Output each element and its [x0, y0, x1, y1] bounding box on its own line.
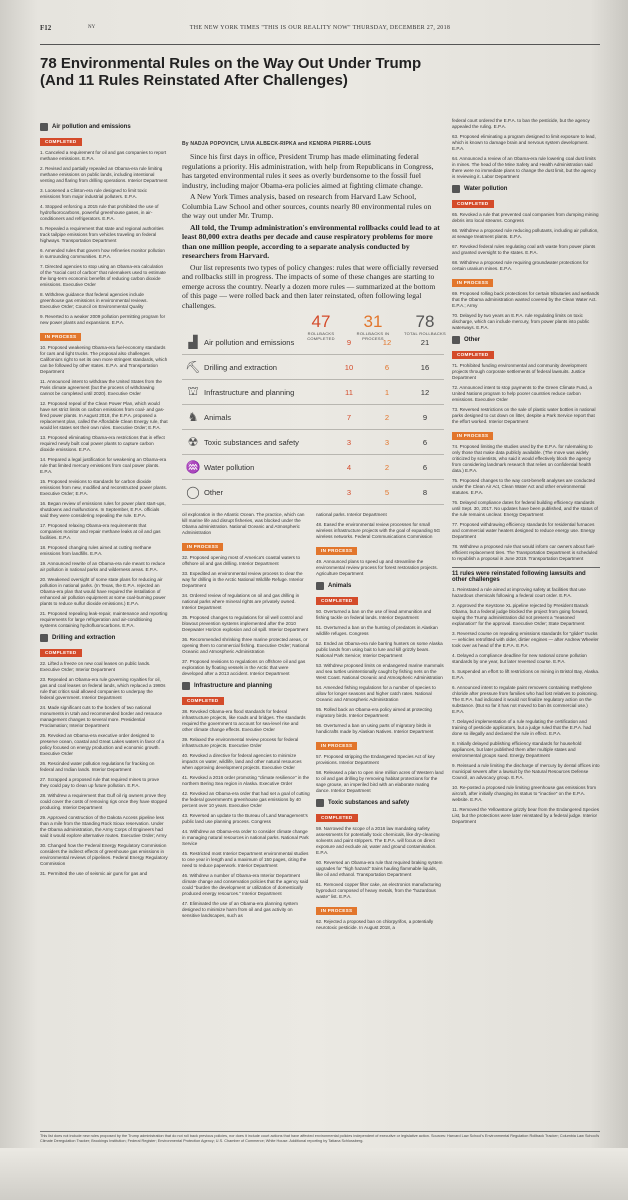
rule-item: 4. Stopped enforcing a 2015 rule that prohibited the use of hydrofluorocarbons, powerful greenhouse gases, in air-conditioners and refrigerators. E.P.A. [40, 204, 159, 221]
rule-item: 68. Withdrew a proposed rule requiring groundwater protections for certain uranium mines. E.P.A. [452, 260, 589, 271]
hazard-icon [316, 799, 324, 807]
intro-paragraph: Our list represents two types of policy changes: rules that were officially reversed and rollbacks still in progress. The impacts of some of these changes are starting to emerge across the country. Nearly a dozen more rules — summarized at the bottom of this page — were rolled back and then later reinstated, often following legal challenges. [182, 262, 439, 310]
section-air-pollution: Air pollution and emissions [40, 123, 168, 131]
page-number: F12 [40, 24, 52, 32]
rule-item: 38. Revoked Obama-era flood standards for federal infrastructure projects, like roads and bridges. The standards required the government to account for sea-level rise and other climate change effects. Executive Order [182, 709, 306, 732]
rule-item: 1. Canceled a requirement for oil and gas companies to report methane emissions. E.P.A. [40, 150, 167, 161]
rule-item: 50. Overturned a ban on the use of lead ammunition and fishing tackle on federal lands. Interior Department [316, 609, 432, 620]
water-icon: ♒ [185, 459, 201, 474]
rule-list [316, 754, 444, 794]
rule-item: national parks. Interior Department [316, 512, 387, 517]
rule-list [452, 363, 600, 425]
section-animals: Animals [316, 582, 444, 590]
rule-item: 15. Proposed revisions to standards for carbon dioxide emissions from new, modified and reconstructed power plants. Executive Order; E.P.A. [40, 479, 167, 496]
column-1 [40, 118, 168, 881]
rule-item: 23. Repealed an Obama-era rule governing royalties for oil, gas and coal leases on federal lands, which replaced a 1980s rule that critics said allowed companies to underpay the federal government. Interior Department [40, 677, 166, 700]
hazard-icon: ☢ [187, 434, 199, 449]
rule-item: 11. Announced intent to withdraw the United States from the Paris climate agreement (but the process of withdrawing cannot be completed until 2020). Executive Order [40, 379, 162, 396]
rule-item: 73. Reversed restrictions on the sale of plastic water bottles in national parks designed to cut down on litter, despite a Park Service report that the effort worked. Interior Department [452, 407, 596, 424]
rule-item: 37. Proposed revisions to regulations on offshore oil and gas exploration by floating vessels in the Arctic that were developed after a 2013 accident. Interior Department [182, 659, 306, 676]
rule-item: 19. Announced rewrite of an Obama-era rule meant to reduce air pollution in national parks and wilderness areas. E.P.A. [40, 561, 166, 572]
rule-item: 54. Amended fishing regulations for a number of species to allow for longer seasons and higher catch rates. National Oceanic and Atmospheric Administration [316, 685, 436, 702]
completed-badge: COMPLETED [452, 351, 494, 359]
completed-badge: COMPLETED [182, 697, 224, 705]
reinstated-title: 11 rules were reinstated following lawsuits and other challenges [452, 567, 600, 583]
rule-item: 71. Prohibited funding environmental and community development projects through corporate settlements of federal lawsuits. Justice Department [452, 363, 587, 380]
completed-badge: COMPLETED [40, 649, 82, 657]
rule-item: 18. Proposed changing rules aimed at cutting methane emissions from landfills. E.P.A. [40, 545, 152, 556]
rule-item: 36. Recommended shrinking three marine protected areas, or opening them to commercial fishing. Executive Order; National Oceanic and Atmospheric Administration [182, 637, 310, 654]
rule-list [40, 150, 168, 326]
rule-item: 30. Changed how the Federal Energy Regulatory Commission considers the indirect effects of greenhouse gas emissions in environmental reviews of pipelines. Federal Energy Regulatory Commission [40, 843, 168, 866]
edition-label: NY [88, 25, 96, 30]
rule-item: 41. Revoked a 2016 order promoting "climate resilience" in the northern Bering Sea region in Alaska. Executive Order [182, 775, 310, 786]
rule-item: 63. Proposed eliminating a program designed to limit exposure to lead, which is known to damage brain and nervous system development. E.P.A. [452, 134, 596, 151]
tally-total: 78 TOTAL ROLLBACKS [404, 312, 446, 336]
rule-item: 48. Eased the environmental review processes for small wireless infrastructure projects with the goal of expanding 5G wireless networks. Federal Communications Commission [316, 522, 441, 539]
rule-item: 76. Delayed compliance dates for federal building efficiency standards until Sept. 30, 2017. No updates have been published, and the status of the rule remains unclear. Energy Department [452, 500, 598, 517]
rule-item: 46. Withdrew a number of Obama-era Interior Department climate change and conservation policies that the agency said could "burden the development or utilization of domestically produced energy resources." Interior Department [182, 873, 309, 896]
section-drilling: Drilling and extraction [40, 634, 168, 642]
rule-item: 49. Announced plans to speed up and streamline the environmental review process for forest restoration projects. Agriculture Department [316, 559, 438, 576]
rule-list [452, 118, 600, 180]
footnote-sources: This list does not include new rules proposed by the Trump administration that do not roll back previous policies, nor does it include court actions that have affected environmental policies independent of executive or legislative action. Sources: Harvard Law School's Environmental Regulation Rollback Tracker; Columbia Law School's Climate Deregulation Tracker; Brookings Institution; Federal Register; Environmental Protection Agency; U.S. Chamber of Commerce; White House. Additional reporting by Tatiana Schlossberg. [40, 1131, 600, 1144]
tally-completed: 47 ROLLBACKS COMPLETED [307, 312, 335, 341]
rule-item: 24. Made significant cuts to the borders of two national monuments in Utah and recommended border and resource management changes to several more. Presidential Proclamation; Interior Department [40, 705, 163, 728]
rule-list [316, 826, 444, 900]
rule-item: 42. Revoked an Obama-era order that had set a goal of cutting the federal government's greenhouse gas emissions by 40 percent over 10 years. Executive Order [182, 791, 310, 808]
drill-icon [40, 634, 48, 642]
rule-item: 5. Suspended an effort to lift restrictions on mining in Bristol Bay, Alaska. E.P.A. [452, 669, 600, 680]
bridge-icon [182, 682, 190, 690]
other-icon: ◯ [186, 484, 200, 499]
rule-list [182, 555, 310, 677]
rule-item: 59. Narrowed the scope of a 2016 law mandating safety assessments for potentially toxic chemicals, like dry-cleaning solvents and paint strippers. The E.P.A. will focus on direct exposure and exclude air, water and ground contamination. E.P.A. [316, 826, 440, 855]
rule-item: 75. Proposed changes to the way cost-benefit analyses are conducted under the Clean Air Act, Clean Water Act and other environmental statutes. E.P.A. [452, 478, 596, 495]
column-3 [316, 512, 444, 935]
rule-item: 3. Reversed course on repealing emissions standards for "glider" trucks — vehicles retrofitted with older, dirtier engines — after Andrew Wheeler took over as head of the E.P.A. E.P.A. [452, 631, 599, 648]
rule-item: 57. Proposed stripping the Endangered Species Act of key provisions. Interior Department [316, 754, 435, 765]
section-toxic: Toxic substances and safety [316, 799, 444, 807]
category-row: ♞ Animals 7 2 9 [182, 405, 444, 430]
in-process-badge: IN PROCESS [40, 333, 81, 341]
bear-icon: ♞ [187, 409, 199, 424]
rule-list [316, 919, 444, 931]
rule-item: 66. Withdrew a proposed rule reducing pollutants, including air pollution, at sewage treatment plants. E.P.A. [452, 228, 599, 239]
rule-item: 31. Permitted the use of seismic air guns for gas and [40, 871, 148, 876]
rule-item: 74. Proposed limiting the studies used by the E.P.A. for rulemaking to only those that make data publicly available. (The move was widely criticized by scientists, who said it would effectively block the agency from considering landmark research that relies on confidential health data.) E.P.A. [452, 444, 593, 473]
rule-item: 28. Withdrew a requirement that Gulf oil rig owners prove they could cover the costs of removing rigs once they have stopped producing. Interior Department [40, 793, 168, 810]
headline-line2: (And 11 Rules Reinstated After Challenges) [40, 72, 348, 89]
rule-item: oil exploration in the Atlantic Ocean. The practice, which can kill marine life and disrupt fisheries, was blocked under the Obama administration. National Oceanic and Atmospheric Administration [182, 512, 305, 535]
headline [40, 55, 520, 89]
rule-item: 2. Revised and partially repealed an Obama-era rule limiting methane emissions on public lands, including intentional venting and flaring from drilling operations. Interior Department [40, 166, 168, 183]
other-icon [452, 336, 460, 344]
rule-item: 51. Overturned a ban on the hunting of predators in Alaskan wildlife refuges. Congress [316, 625, 438, 636]
rule-item: 62. Rejected a proposed ban on chlorpyrifos, a potentially neurotoxic pesticide. In August 2018, a [316, 919, 434, 930]
rule-list [316, 609, 444, 735]
masthead-title: THE NEW YORK TIMES "THIS IS OUR REALITY NOW" THURSDAY, DECEMBER 27, 2018 [189, 25, 451, 31]
rule-item: 3. Loosened a Clinton-era rule designed to limit toxic emissions from major industrial polluters. E.P.A. [40, 188, 147, 199]
rule-item: 33. Expedited an environmental review process to clear the way for drilling in the Arctic National Wildlife Refuge. Interior Department [182, 571, 304, 588]
rule-item: 34. Ordered review of regulations on oil and gas drilling in national parks where mineral rights are privately owned. Interior Department [182, 593, 300, 610]
rule-list [452, 291, 600, 331]
rule-item: 60. Reversed an Obama-era rule that required braking system upgrades for "high hazard" trains hauling flammable liquids, like oil and ethanol. Transportation Department [316, 860, 443, 877]
rule-item: 52. Ended an Obama-era rule barring hunters on some Alaska public lands from using bait to lure and kill grizzly bears. National Park Service; Interior Department [316, 641, 443, 658]
rule-item: 40. Revoked a directive for federal agencies to minimize impacts on water, wildlife, land and other natural resources when approving development projects. Executive Order [182, 753, 302, 770]
rule-item: 35. Proposed changes to regulations for oil well control and blowout prevention systems implemented after the 2010 Deepwater Horizon explosion and oil spill. Interior Department [182, 615, 309, 632]
rule-item: 7. Delayed implementation of a rule regulating the certification and training of pesticide applicators, but a judge ruled that the E.P.A. had done so illegally and declared the rule in effect. E.P.A. [452, 719, 592, 736]
rule-item: 6. Announced intent to regulate paint removers containing methylene chloride after pressure from families who had lost relatives to poisoning. The E.P.A. had indicated it would not finalize regulatory action on the substance. (But so far it has not moved to ban its commercial use.) E.P.A. [452, 685, 598, 714]
rule-item: 5. Repealed a requirement that state and regional authorities track tailpipe emissions from vehicles traveling on federal highways. Transportation Department [40, 226, 164, 243]
intro-paragraph: All told, the Trump administration's environmental rollbacks could lead to at least 80,000 extra deaths per decade and cause respiratory problems for more than one million people, according to a separate analysis conducted by researchers from Harvard. [182, 222, 440, 260]
rule-item: 11. Removed the Yellowstone grizzly bear from the Endangered Species List, but the protections were later reinstated by a federal judge. Interior Department [452, 807, 600, 824]
rule-item: 29. Approved construction of the Dakota Access pipeline less than a mile from the Standing Rock Sioux reservation. Under the Obama administration, the Army Corps of Engineers had said it would explore alternative routes. Executive Order; Army [40, 815, 167, 838]
bridge-icon: ⛫ [187, 384, 199, 398]
rule-item: federal court ordered the E.P.A. to ban the pesticide, but the agency appealed the ruling. E.P.A. [452, 118, 590, 129]
rule-item: 2. Approved the Keystone XL pipeline rejected by President Barack Obama, but a federal judge blocked the project from going forward, saying the Trump administration did not present a "reasoned explanation" for the approval. Executive Order; State Department [452, 603, 589, 626]
rule-item: 8. Withdrew guidance that federal agencies include greenhouse gas emissions in environmental reviews. Executive Order; Council on Environmental Quality [40, 292, 148, 309]
rule-item: 58. Released a plan to open nine million acres of Western land to oil and gas drilling by removing habitat protections for the sage grouse, an imperiled bird with an elaborate mating dance. Interior Department [316, 770, 444, 793]
rule-item: 16. Began review of emissions rules for power plant start-ups, shutdowns and malfunctions. In September, E.P.A. officials said they were considering repealing the rule. E.P.A. [40, 501, 166, 518]
rule-item: 27. Scrapped a proposed rule that required mines to prove they could pay to clean up future pollution. E.P.A. [40, 777, 160, 788]
rule-list [316, 512, 444, 540]
in-process-badge: IN PROCESS [452, 432, 493, 440]
rule-item: 56. Overturned a ban on using parts of migratory birds in handicrafts made by Alaskan Natives. Interior Department [316, 723, 434, 734]
rule-item: 12. Proposed repeal of the Clean Power Plan, which would have set strict limits on carbon emissions from coal- and gas-fired power plants. In August 2018, the E.P.A. proposed a replacement plan, called the Affordable Clean Energy rule, that would let states set their own rules. Executive Order; E.P.A. [40, 401, 168, 430]
tally-in-process: 31 ROLLBACKS IN PROCESS [356, 312, 390, 341]
rule-item: 47. Eliminated the use of an Obama-era planning system designed to minimize harm from oil and gas activity on sensitive landscapes, such as [182, 901, 298, 918]
rule-item: 25. Revoked an Obama-era executive order designed to preserve ocean, coastal and Great Lakes waters in favor of a policy focused on energy production and economic growth. Executive Order [40, 733, 165, 756]
rule-item: 69. Proposed rolling back protections for certain tributaries and wetlands that the Obama administration wanted covered by the Clean Water Act. E.P.A.; Army [452, 291, 600, 308]
factory-icon [40, 123, 48, 131]
category-row: ◯ Other 3 5 8 [182, 480, 444, 505]
rule-list [40, 661, 168, 877]
rule-item: 7. Directed agencies to stop using an Obama-era calculation of the "social cost of carbon" that rulemakers used to estimate the long-term economic benefits of reducing carbon dioxide emissions. Executive Order [40, 264, 166, 287]
rule-item: 21. Proposed repealing leak-repair, maintenance and reporting requirements for large refrigeration and air-conditioning systems containing hydrofluorocarbons. E.P.A. [40, 611, 168, 628]
section-water: Water pollution [452, 185, 600, 193]
rule-item: 45. Restricted most Interior Department environmental studies to one year in length and a maximum of 150 pages, citing the need to reduce paperwork. Interior Department [182, 851, 309, 868]
drill-icon: ⛏ [185, 359, 201, 374]
completed-badge: COMPLETED [452, 200, 494, 208]
rule-item: 26. Rescinded water pollution regulations for fracking on federal and Indian lands. Interior Department [40, 761, 155, 772]
rule-item: 65. Revoked a rule that prevented coal companies from dumping mining debris into local streams. Congress [452, 212, 599, 223]
rule-list [452, 587, 600, 825]
rule-item: 10. Proposed weakening Obama-era fuel-economy standards for cars and light trucks. The proposal also challenges California's right to set its own more stringent standards, which can be followed by other states. E.P.A. and Transportation Department [40, 345, 168, 374]
factory-icon: ▟ [188, 334, 198, 349]
rule-item: 78. Withdrew a proposed rule that would inform car owners about fuel-efficient replacement tires. The Transportation Department is scheduled to republish a proposal in June 2019. Transportation Department [452, 544, 598, 561]
rule-item: 32. Proposed opening most of America's coastal waters to offshore oil and gas drilling. Interior Department [182, 555, 301, 566]
intro-paragraph: Since his first days in office, President Trump has made eliminating federal regulations a priority. His administration, with help from Republicans in Congress, has targeted environmental rules it sees as overly burdensome to the fossil fuel industry, including major Obama-era policies aimed at fighting climate change. [182, 152, 434, 190]
rule-item: 39. Relaxed the environmental review process for federal infrastructure projects. Executive Order [182, 737, 299, 748]
intro-paragraph: A New York Times analysis, based on research from Harvard Law School, Columbia Law School and other sources, counts nearly 80 environmental rules on the way out under Mr. Trump. [182, 192, 432, 220]
category-row: ▟ Air pollution and emissions 9 12 21 [182, 330, 444, 355]
bear-icon [316, 582, 324, 590]
rule-item: 43. Reversed an update to the Bureau of Land Management's public land use planning process. Congress [182, 813, 308, 824]
intro-text [182, 152, 440, 312]
rule-item: 6. Amended rules that govern how refineries monitor pollution in surrounding communities. E.P.A. [40, 248, 165, 259]
category-row: ⛏ Drilling and extraction 10 6 16 [182, 355, 444, 380]
category-row: ⛫ Infrastructure and planning 11 1 12 [182, 380, 444, 405]
completed-badge: COMPLETED [316, 814, 358, 822]
rule-item: 9. Reissued a rule limiting the discharge of mercury by dental offices into municipal sewers after a lawsuit by the Natural Resources Defense Council, an advocacy group. E.P.A. [452, 763, 600, 780]
in-process-badge: IN PROCESS [182, 543, 223, 551]
rule-list [182, 709, 310, 919]
rule-item: 17. Proposed relaxing Obama-era requirements that companies monitor and repair methane leaks at oil and gas facilities. E.P.A. [40, 523, 161, 540]
rule-list [452, 212, 600, 272]
byline: By NADJA POPOVICH, LIVIA ALBECK-RIPKA and KENDRA PIERRE-LOUIS [182, 141, 372, 147]
rule-item: 14. Prepared a legal justification for weakening an Obama-era rule that limited mercury emissions from coal power plants. E.P.A. [40, 457, 167, 474]
rule-item: 22. Lifted a freeze on new coal leases on public lands. Executive Order; Interior Department [40, 661, 151, 672]
rule-item: 55. Rolled back an Obama-era policy aimed at protecting migratory birds. Interior Department [316, 707, 432, 718]
completed-badge: COMPLETED [40, 138, 82, 146]
masthead-rule [40, 44, 600, 45]
headline-line1: 78 Environmental Rules on the Way Out Under Trump [40, 55, 422, 72]
rule-list [40, 345, 168, 629]
rule-item: 8. Initially delayed publishing efficiency standards for household appliances, but later published them after multiple states and environmental groups sued. Energy Department [452, 741, 582, 758]
rule-item: 67. Revoked federal rules regulating coal ash waste from power plants and granted oversight to the states. E.P.A. [452, 244, 596, 255]
rule-item: 4. Delayed a compliance deadline for new national ozone pollution standards by one year, but later reversed course. E.P.A. [452, 653, 587, 664]
section-infrastructure: Infrastructure and planning [182, 682, 310, 690]
rule-item: 13. Proposed eliminating Obama-era restrictions that in effect required newly built coal power plants to capture carbon dioxide emissions. E.P.A. [40, 435, 165, 452]
rule-item: 61. Removed copper filter cake, an electronics manufacturing byproduct composed of heavy metals, from the "hazardous waste" list. E.P.A. [316, 882, 441, 899]
rule-item: 77. Proposed withdrawing efficiency standards for residential furnaces and commercial water heaters designed to reduce energy use. Energy Department [452, 522, 595, 539]
masthead [40, 24, 600, 38]
rule-item: 53. Withdrew proposed limits on endangered marine mammals and sea turtles unintentionally caught by fishing nets on the West Coast. National Oceanic and Atmospheric Administration [316, 663, 444, 680]
column-2 [182, 512, 310, 923]
in-process-badge: IN PROCESS [316, 742, 357, 750]
page-bottom-shade [0, 1148, 628, 1200]
column-4 [452, 118, 600, 829]
rule-item: 10. Re-posted a proposed rule limiting greenhouse gas emissions from aircraft, after initially changing its status to "inactive" on the E.P.A. website. E.P.A. [452, 785, 597, 802]
rule-item: 64. Announced a review of an Obama-era rule lowering coal dust limits in mines. The head of the Mine Safety and Health Administration said there were no immediate plans to change the dust limit, but the agency is reviewing it. Labor Department [452, 156, 597, 179]
rule-list [182, 512, 310, 536]
rule-list [452, 444, 600, 562]
rule-item: 72. Announced intent to stop payments to the Green Climate Fund, a United Nations program to help poorer countries reduce carbon emissions. Executive Order [452, 385, 592, 402]
byline-block [182, 141, 440, 147]
rule-item: 1. Reinstated a rule aimed at improving safety at facilities that use hazardous chemicals following a federal court order. E.P.A. [452, 587, 586, 598]
in-process-badge: IN PROCESS [316, 907, 357, 915]
category-row: ♒ Water pollution 4 2 6 [182, 455, 444, 480]
section-other: Other [452, 336, 600, 344]
rule-item: 20. Weakened oversight of some state plans for reducing air pollution in national parks. (In Texas, the E.P.A. rejected an Obama-era plan that would have required the installation of enhanced air pollution equipment at some coal-burning power plants to reduce sulfur dioxide emissions.) E.P.A. [40, 577, 166, 606]
category-table [182, 330, 444, 505]
rule-list [316, 559, 444, 577]
in-process-badge: IN PROCESS [316, 547, 357, 555]
in-process-badge: IN PROCESS [452, 279, 493, 287]
completed-badge: COMPLETED [316, 597, 358, 605]
rule-item: 70. Delayed by two years an E.P.A. rule regulating limits on toxic discharge, which can include mercury, from power plants into public waterways. E.P.A. [452, 313, 590, 330]
rule-item: 44. Withdrew an Obama-era order to consider climate change in managing natural resources in national parks. National Park Service [182, 829, 309, 846]
category-row: ☢ Toxic substances and safety 3 3 6 [182, 430, 444, 455]
water-icon [452, 185, 460, 193]
rule-item: 9. Reverted to a weaker 2009 pollution permitting program for new power plants and expansions. E.P.A. [40, 314, 166, 325]
